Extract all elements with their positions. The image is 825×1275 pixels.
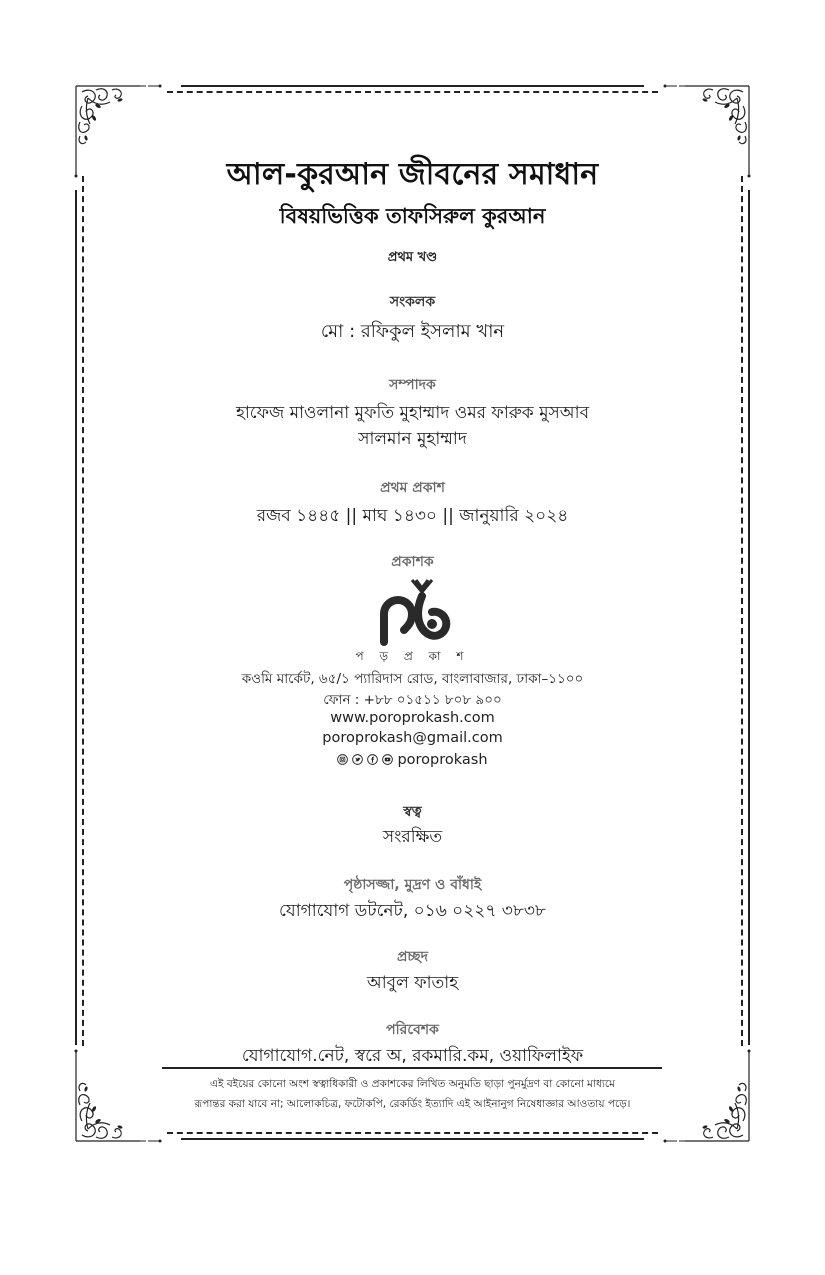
publisher-website-link[interactable]: www.poroprokash.com bbox=[330, 710, 495, 726]
instagram-icon[interactable] bbox=[337, 754, 348, 765]
book-title: আল-কুরআন জীবনের সমাধান bbox=[226, 157, 599, 192]
corner-ornament-top-right-icon bbox=[657, 78, 757, 183]
publisher-address: কওমি মার্কেট, ৬৫/১ প্যারিদাস রোড, বাংলাবাজার, ঢাকা–১১০০ bbox=[241, 671, 584, 687]
social-handle[interactable]: poroprokash bbox=[397, 751, 488, 768]
printing-label: পৃষ্ঠাসজ্জা, মুদ্রণ ও বাঁধাই bbox=[343, 877, 482, 893]
publisher-social-row bbox=[160, 750, 665, 769]
corner-ornament-top-left-icon bbox=[68, 78, 168, 183]
first-edition-label: প্রথম প্রকাশ bbox=[380, 480, 445, 496]
editors-label: সম্পাদক bbox=[389, 377, 436, 393]
social-icons bbox=[337, 752, 487, 768]
printing-value: যোগাযোগ ডটনেট, ০১৬ ০২২৭ ৩৮৩৮ bbox=[279, 901, 546, 921]
first-edition-date: রজব ১৪৪৫ || মাঘ ১৪৩০ || জানুয়ারি ২০২৪ bbox=[256, 506, 569, 526]
cover-label: প্রচ্ছদ bbox=[396, 949, 429, 965]
copyright-value: সংরক্ষিত bbox=[382, 827, 443, 847]
compiler-label: সংকলক bbox=[389, 294, 436, 310]
book-subtitle: বিষয়ভিত্তিক তাফসিরুল কুরআন bbox=[279, 204, 546, 228]
cover-designer: আবুল ফাতাহ bbox=[366, 973, 459, 993]
copyright-notice-line-2: রূপান্তর করা যাবে না; আলোকচিত্র, ফটোকপি, রেকর্ডিং ইত্যাদি এই আইনানুগ নিষেধাজ্ঞার আওতায় পড়ে। bbox=[194, 1098, 631, 1110]
publisher-email-link[interactable]: poroprokash@gmail.com bbox=[322, 730, 503, 746]
volume-label: প্রথম খণ্ড bbox=[387, 250, 438, 265]
publisher-label: প্রকাশক bbox=[391, 554, 434, 570]
distributor-label: পরিবেশক bbox=[386, 1022, 439, 1038]
facebook-icon[interactable] bbox=[367, 754, 378, 765]
copyright-notice bbox=[140, 1074, 685, 1114]
notice-separator-line bbox=[162, 1067, 662, 1069]
book-logo-icon bbox=[370, 576, 455, 646]
copyright-label: স্বত্ব bbox=[403, 804, 422, 820]
publisher-phone: ফোন : +৮৮ ০১৫১১ ৮০৮ ৯০০ bbox=[323, 692, 502, 708]
frame-left-dashed-line bbox=[82, 176, 84, 1046]
editor-name-2: সালমান মুহাম্মাদ bbox=[358, 429, 467, 449]
twitter-icon[interactable] bbox=[352, 754, 363, 765]
compiler-name: মো : রফিকুল ইসলাম খান bbox=[320, 321, 505, 342]
copyright-notice-line-1: এই বইয়ের কোনো অংশ স্বত্বাধিকারী ও প্রকাশকের লিখিত অনুমতি ছাড়া পুনর্মুদ্রণ বা কোনো মাধ্যমে bbox=[210, 1078, 615, 1090]
youtube-icon[interactable] bbox=[382, 754, 393, 765]
frame-right-solid-line bbox=[748, 190, 750, 1045]
distributor-value: যোগাযোগ.নেট, স্বরে অ, রকমারি.কম, ওয়াফিলাইফ bbox=[241, 1046, 584, 1066]
frame-right-dashed-line bbox=[741, 176, 743, 1046]
publisher-name: প ড় প্র কা শ bbox=[355, 649, 470, 663]
frame-left-solid-line bbox=[75, 190, 77, 1045]
editor-name-1: হাফেজ মাওলানা মুফতি মুহাম্মাদ ওমর ফারুক মুসআব bbox=[235, 403, 590, 423]
